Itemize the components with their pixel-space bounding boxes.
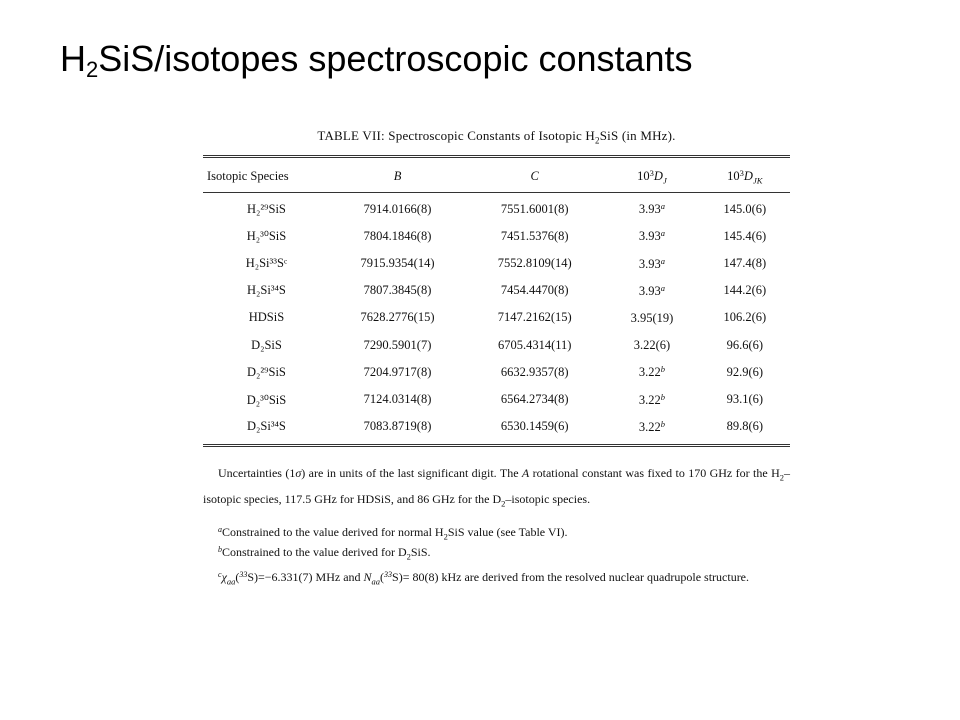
cell-b: 7807.3845(8) — [363, 283, 432, 298]
table-header-row — [203, 156, 790, 192]
cell-djk: 89.8(6) — [726, 419, 764, 434]
cell-b: 7083.8719(8) — [363, 419, 432, 434]
cell-c: 7551.6001(8) — [500, 201, 569, 216]
cell-djk: 145.0(6) — [723, 201, 767, 216]
cell-c: 7552.8109(14) — [497, 256, 572, 271]
cell-dj: 3.95(19) — [630, 310, 674, 325]
cell-b: 7915.9354(14) — [360, 256, 435, 271]
cell-species: D₂SiS — [251, 337, 282, 352]
header-b: B — [393, 169, 402, 184]
footnote-b: $^b$Constrained to the value derived for $D_2SiS$. — [218, 544, 431, 562]
header-c: C — [530, 169, 539, 184]
cell-species: H₂Si³³Sᶜ — [245, 256, 288, 271]
cell-dj: 3.22$^b$ — [638, 364, 665, 380]
table-row — [203, 192, 790, 223]
cell-c: 6564.2734(8) — [500, 392, 569, 406]
uncertainty-note: Uncertainties (1σ) are in units of the last significant digit. The A rotational constant was fixed to 170 GHz for the $H_2$–isotopic species, 117.5 GHz for HDSiS, and 86 GHz for the $D_2$–isotopic species. — [203, 466, 790, 509]
cell-species: H₂Si³⁴S — [247, 283, 286, 298]
cell-dj: 3.22(6) — [633, 338, 671, 353]
table-row — [203, 386, 790, 413]
table-figure — [203, 128, 790, 591]
table-row — [203, 223, 790, 250]
cell-c: 6705.4314(11) — [497, 337, 572, 352]
table-caption: TABLE VII: Spectroscopic Constants of Isotopic $H_2SiS$ (in MHz). — [317, 128, 676, 146]
table-row — [203, 413, 790, 446]
header-species: Isotopic Species — [207, 169, 289, 184]
cell-b: 7124.0314(8) — [363, 392, 432, 406]
header-djk: $10^3D_{JK}$ — [727, 167, 763, 186]
cell-c: 6530.1459(6) — [500, 419, 569, 434]
isotope-constants-table — [203, 155, 790, 448]
table-notes — [203, 461, 790, 590]
cell-c: 7451.5376(8) — [500, 228, 569, 243]
table-row — [203, 277, 790, 304]
cell-djk: 147.4(8) — [723, 256, 767, 271]
cell-djk: 93.1(6) — [726, 392, 764, 406]
cell-b: 7204.9717(8) — [363, 364, 432, 379]
cell-djk: 144.2(6) — [723, 283, 767, 298]
title-subscript: 2 — [86, 57, 99, 82]
cell-djk: 145.4(6) — [723, 228, 767, 243]
cell-djk: 96.6(6) — [726, 337, 764, 352]
cell-dj: 3.93$^a$ — [638, 228, 665, 244]
cell-dj: 3.93$^a$ — [638, 201, 665, 217]
cell-c: 7454.4470(8) — [500, 283, 569, 298]
cell-b: 7628.2776(15) — [360, 310, 435, 325]
footnote-c: $^c\chi_{aa}(^{33}S)=-6.331(7)$ MHz and $N_{aa}(^{33}S)= 80(8)$ kHz are derived from the resolved nuclear quadrupole structure. — [218, 569, 750, 587]
cell-species: D₂³⁰SiS — [246, 392, 287, 407]
cell-b: 7914.0166(8) — [363, 201, 432, 216]
cell-c: 6632.9357(8) — [500, 364, 569, 379]
cell-c: 7147.2162(15) — [497, 310, 572, 325]
cell-dj: 3.93$^a$ — [638, 255, 665, 271]
cell-species: D₂Si³⁴S — [247, 419, 286, 434]
header-dj: $10^3D_J$ — [637, 167, 667, 186]
table-row — [203, 250, 790, 277]
slide-title: $H_2SiS$/isotopes spectroscopic constants — [60, 38, 693, 82]
table-row — [203, 304, 790, 331]
cell-dj: 3.93$^a$ — [638, 282, 665, 298]
cell-djk: 92.9(6) — [726, 364, 764, 379]
cell-dj: 3.22$^b$ — [638, 391, 665, 407]
cell-species: HDSiS — [248, 310, 285, 325]
cell-species: H₂²⁹SiS — [247, 201, 286, 216]
cell-djk: 106.2(6) — [723, 310, 767, 325]
cell-dj: 3.22$^b$ — [638, 418, 665, 434]
cell-b: 7290.5901(7) — [363, 337, 432, 352]
table-row — [203, 332, 790, 359]
cell-b: 7804.1846(8) — [363, 228, 432, 243]
table-row — [203, 359, 790, 386]
cell-species: H₂³⁰SiS — [246, 229, 287, 244]
footnote-a: $^a$Constrained to the value derived for normal $H_2SiS$ value (see Table VI). — [218, 524, 568, 542]
cell-species: D₂²⁹SiS — [247, 364, 286, 379]
